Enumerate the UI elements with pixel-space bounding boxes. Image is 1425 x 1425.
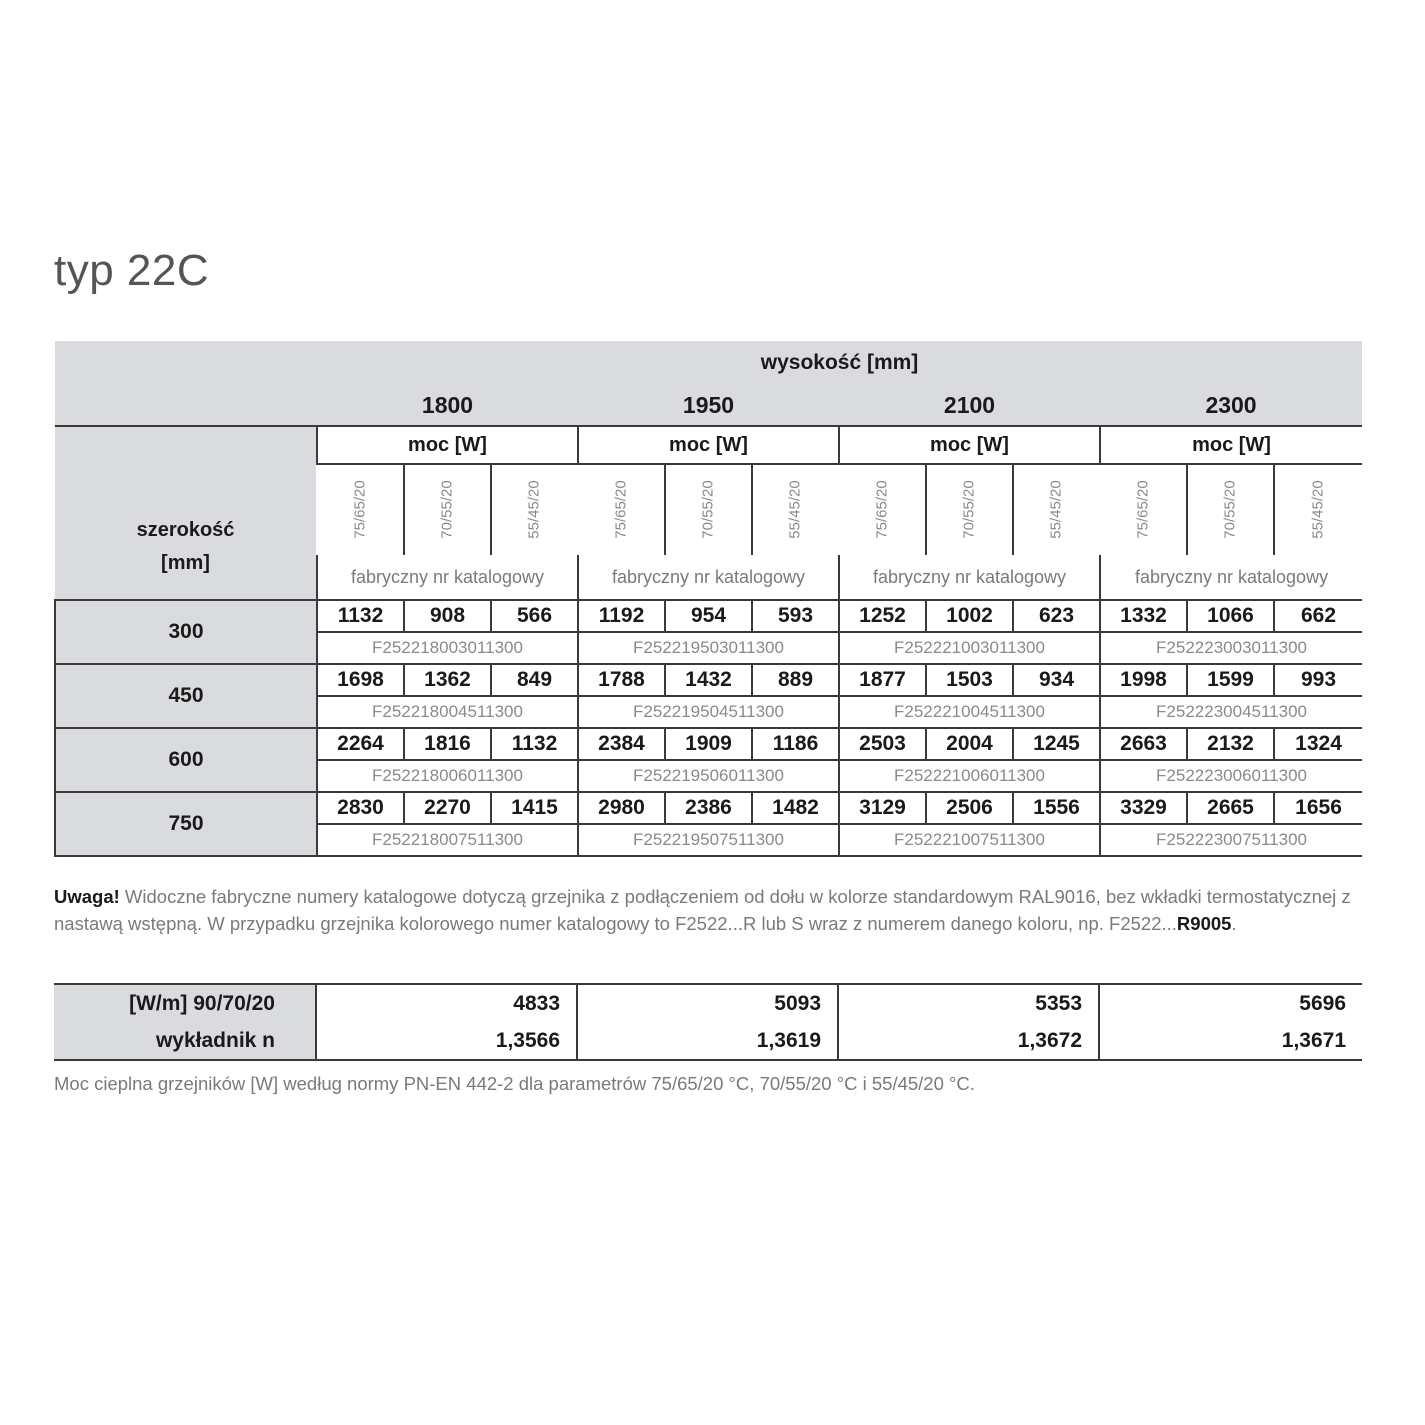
note-end: .: [1231, 912, 1237, 934]
power-value: 2980: [578, 792, 665, 824]
power-value: 1362: [404, 664, 491, 696]
power-value: 1332: [1100, 600, 1187, 632]
table-body: [55, 341, 1362, 856]
temp-param-label: 55/45/20: [1310, 479, 1328, 539]
temp-param-label: 70/55/20: [1221, 479, 1239, 539]
temp-param-cell: [404, 464, 491, 554]
catalog-label: fabryczny nr katalogowy: [317, 554, 578, 600]
power-value: 1998: [1100, 664, 1187, 696]
width-value: 750: [55, 792, 317, 856]
exponent-value: 1,3619: [577, 1022, 838, 1060]
power-value: 1245: [1013, 728, 1100, 760]
catalog-number: F252223007511300: [1100, 824, 1362, 856]
catalog-number: F252218006011300: [317, 760, 578, 792]
temp-param-label: 75/65/20: [612, 479, 630, 539]
temp-param-label: 75/65/20: [351, 479, 369, 539]
power-label-row: [55, 426, 1362, 464]
temp-param-label: 70/55/20: [699, 479, 717, 539]
power-value: 849: [491, 664, 578, 696]
power-value: 1556: [1013, 792, 1100, 824]
radiator-power-table: [54, 341, 1362, 857]
power-label: moc [W]: [578, 426, 839, 464]
note-bold-prefix: Uwaga!: [54, 886, 120, 907]
temp-param-label: 55/45/20: [786, 479, 804, 539]
note-paragraph: [54, 884, 1364, 937]
wm-row: [54, 984, 1362, 1022]
temp-param-cell: [926, 464, 1013, 554]
catalog-number: F252219503011300: [578, 632, 839, 664]
power-value: 889: [752, 664, 839, 696]
temp-param-cell: [1013, 464, 1100, 554]
wm-value: 5093: [577, 984, 838, 1022]
table-row: [55, 728, 1362, 760]
catalog-number: F252218003011300: [317, 632, 578, 664]
height-value: 2300: [1205, 391, 1257, 418]
wm-value: 5696: [1099, 984, 1362, 1022]
catalog-label: fabryczny nr katalogowy: [1100, 554, 1362, 600]
power-value: 1877: [839, 664, 926, 696]
power-value: 2384: [578, 728, 665, 760]
height-label: wysokość [mm]: [760, 351, 919, 374]
power-value: 2503: [839, 728, 926, 760]
height-value: 1950: [682, 391, 735, 418]
power-value: 593: [752, 600, 839, 632]
width-unit-label: [mm]: [161, 552, 210, 574]
power-value: 2665: [1187, 792, 1274, 824]
wm-value: 4833: [316, 984, 577, 1022]
catalog-number: F252218007511300: [317, 824, 578, 856]
note-bold-suffix: R9005: [1176, 912, 1232, 934]
power-value: 993: [1274, 664, 1362, 696]
height-value: 2100: [943, 391, 996, 418]
temp-param-cell: [317, 464, 404, 554]
power-value: 1909: [665, 728, 752, 760]
temp-param-cell: [491, 464, 578, 554]
temp-param-label: 70/55/20: [960, 479, 978, 539]
temp-param-cell: [1100, 464, 1187, 554]
catalog-label: fabryczny nr katalogowy: [839, 554, 1100, 600]
wm-value: 5353: [838, 984, 1099, 1022]
power-value: 1132: [491, 728, 578, 760]
power-value: 1698: [317, 664, 404, 696]
power-value: 662: [1274, 600, 1362, 632]
power-value: 2663: [1100, 728, 1187, 760]
coefficient-table: [54, 983, 1362, 1061]
temp-param-label: 70/55/20: [438, 479, 456, 539]
catalog-number: F252221003011300: [839, 632, 1100, 664]
power-value: 2270: [404, 792, 491, 824]
exponent-value: 1,3671: [1099, 1022, 1362, 1060]
exponent-value: 1,3672: [838, 1022, 1099, 1060]
catalog-number: F252219506011300: [578, 760, 839, 792]
footer-note: Moc cieplna grzejników [W] według normy PN-EN 442-2 dla parametrów 75/65/20 °C, 70/55/20 °C i 55/45/20 °C.: [54, 1073, 975, 1094]
catalog-number: F252223003011300: [1100, 632, 1362, 664]
page-title: typ 22C: [54, 246, 210, 295]
temp-param-label: 75/65/20: [873, 479, 891, 539]
temp-param-label: 75/65/20: [1134, 479, 1152, 539]
power-value: 1132: [317, 600, 404, 632]
temp-param-label: 55/45/20: [1047, 479, 1065, 539]
width-value: 300: [55, 600, 317, 664]
catalog-number: F252223006011300: [1100, 760, 1362, 792]
power-value: 1599: [1187, 664, 1274, 696]
width-header: [55, 426, 317, 600]
power-value: 3329: [1100, 792, 1187, 824]
temp-param-cell: [752, 464, 839, 554]
catalog-number: F252219504511300: [578, 696, 839, 728]
power-value: 1066: [1187, 600, 1274, 632]
temp-param-cell: [578, 464, 665, 554]
temp-param-cell: [1274, 464, 1362, 554]
width-value: 450: [55, 664, 317, 728]
power-value: 1816: [404, 728, 491, 760]
power-value: 1503: [926, 664, 1013, 696]
power-value: 1788: [578, 664, 665, 696]
power-value: 1432: [665, 664, 752, 696]
exponent-row: [54, 1022, 1362, 1060]
power-label: moc [W]: [317, 426, 578, 464]
power-value: 1252: [839, 600, 926, 632]
table-row: [55, 792, 1362, 824]
temp-param-cell: [839, 464, 926, 554]
power-value: 1002: [926, 600, 1013, 632]
power-value: 2264: [317, 728, 404, 760]
power-value: 1482: [752, 792, 839, 824]
table-row: [55, 600, 1362, 632]
wm-label: [W/m] 90/70/20: [54, 984, 316, 1022]
temp-param-cell: [1187, 464, 1274, 554]
heights-row: [55, 385, 1362, 426]
catalog-number: F252221006011300: [839, 760, 1100, 792]
catalog-number: F252221004511300: [839, 696, 1100, 728]
temp-param-cell: [665, 464, 752, 554]
power-value: 2004: [926, 728, 1013, 760]
power-value: 1186: [752, 728, 839, 760]
power-value: 2830: [317, 792, 404, 824]
exponent-label: wykładnik n: [54, 1022, 316, 1060]
note-text: Widoczne fabryczne numery katalogowe dotyczą grzejnika z podłączeniem od dołu w kolorze standardowym RAL9016, bez wkładki termostatycznej z nastawą wstępną. W przypadku grzejnika kolorowego numer katalogowy to F2522...R lub S wraz z numerem danego koloru, np. F2522...: [54, 886, 1351, 934]
catalog-number: F252219507511300: [578, 824, 839, 856]
power-value: 954: [665, 600, 752, 632]
power-value: 623: [1013, 600, 1100, 632]
exponent-value: 1,3566: [316, 1022, 577, 1060]
power-value: 1656: [1274, 792, 1362, 824]
height-header-row: [55, 341, 1362, 385]
power-value: 934: [1013, 664, 1100, 696]
catalog-label: fabryczny nr katalogowy: [578, 554, 839, 600]
power-value: 566: [491, 600, 578, 632]
power-value: 1324: [1274, 728, 1362, 760]
power-value: 1192: [578, 600, 665, 632]
power-value: 1415: [491, 792, 578, 824]
power-value: 908: [404, 600, 491, 632]
temp-param-label: 55/45/20: [525, 479, 543, 539]
catalog-number: F252223004511300: [1100, 696, 1362, 728]
width-label: szerokość: [136, 519, 235, 541]
height-value: 1800: [421, 391, 474, 418]
power-label: moc [W]: [1100, 426, 1362, 464]
power-value: 3129: [839, 792, 926, 824]
power-value: 2386: [665, 792, 752, 824]
width-value: 600: [55, 728, 317, 792]
power-value: 2132: [1187, 728, 1274, 760]
catalog-number: F252221007511300: [839, 824, 1100, 856]
power-label: moc [W]: [839, 426, 1100, 464]
catalog-number: F252218004511300: [317, 696, 578, 728]
power-value: 2506: [926, 792, 1013, 824]
table-row: [55, 664, 1362, 696]
